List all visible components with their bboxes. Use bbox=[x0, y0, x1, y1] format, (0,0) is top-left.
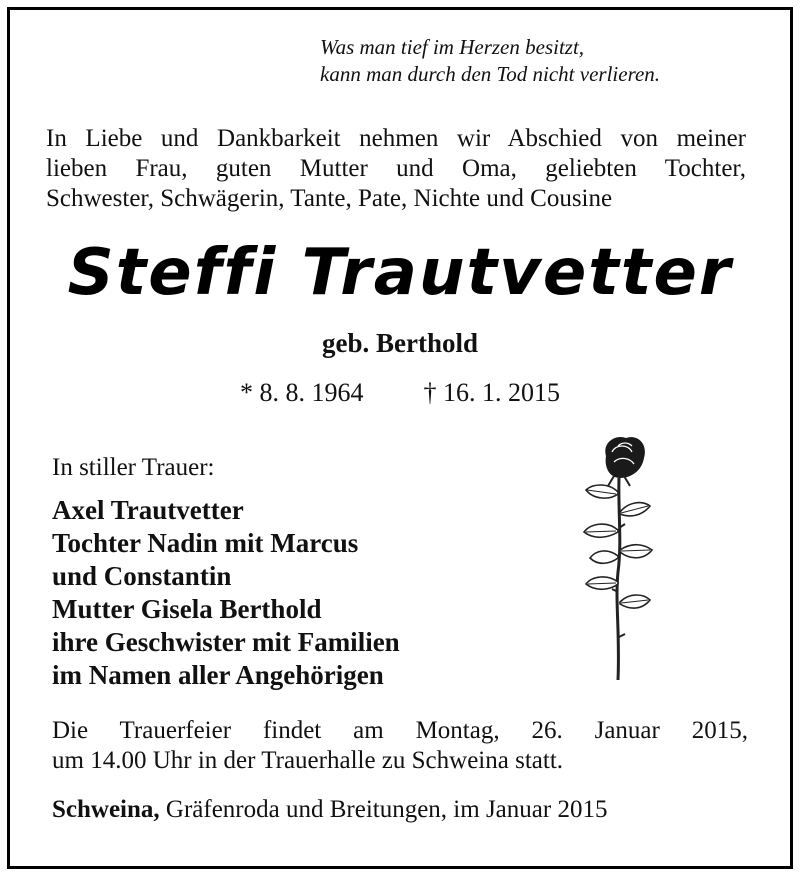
mourners-list bbox=[52, 494, 400, 692]
birth-date: * 8. 8. 1964 bbox=[240, 378, 364, 407]
mourner-name: Tochter Nadin mit Marcus bbox=[52, 528, 359, 558]
deceased-name: Steffi Trautvetter bbox=[67, 236, 733, 310]
intro-line: In Liebe und Dankbarkeit nehmen wir Abschied von meiner bbox=[46, 125, 746, 152]
motto-line: Was man tief im Herzen besitzt, bbox=[320, 35, 585, 59]
birth-name: geb. Berthold bbox=[321, 328, 478, 358]
mourner-name: Axel Trautvetter bbox=[52, 495, 244, 525]
service-announcement bbox=[52, 716, 748, 776]
motto-quote bbox=[320, 34, 760, 88]
intro-line: lieben Frau, guten Mutter und Oma, geliebten Tochter, bbox=[46, 155, 746, 182]
intro-text bbox=[46, 124, 746, 214]
place-rest: Gräfenroda und Breitungen, im Januar 2015 bbox=[165, 796, 608, 823]
service-line: Die Trauerfeier findet am Montag, 26. Januar 2015, bbox=[52, 717, 748, 744]
place-primary: Schweina, bbox=[52, 796, 160, 823]
place-and-date bbox=[52, 796, 607, 824]
rose-icon bbox=[578, 432, 658, 682]
mourner-name: Mutter Gisela Berthold bbox=[52, 594, 322, 624]
motto-line: kann man durch den Tod nicht verlieren. bbox=[320, 62, 661, 86]
mourner-name: und Constantin bbox=[52, 561, 232, 591]
mourner-name: ihre Geschwister mit Familien bbox=[52, 627, 400, 657]
service-line: um 14.00 Uhr in der Trauerhalle zu Schweina statt. bbox=[52, 747, 564, 774]
mourner-name: im Namen aller Angehörigen bbox=[52, 660, 384, 690]
intro-line: Schwester, Schwägerin, Tante, Pate, Nichte und Cousine bbox=[46, 185, 613, 212]
mourning-label: In stiller Trauer: bbox=[52, 454, 215, 481]
life-dates bbox=[0, 378, 800, 408]
death-date: † 16. 1. 2015 bbox=[423, 378, 560, 407]
